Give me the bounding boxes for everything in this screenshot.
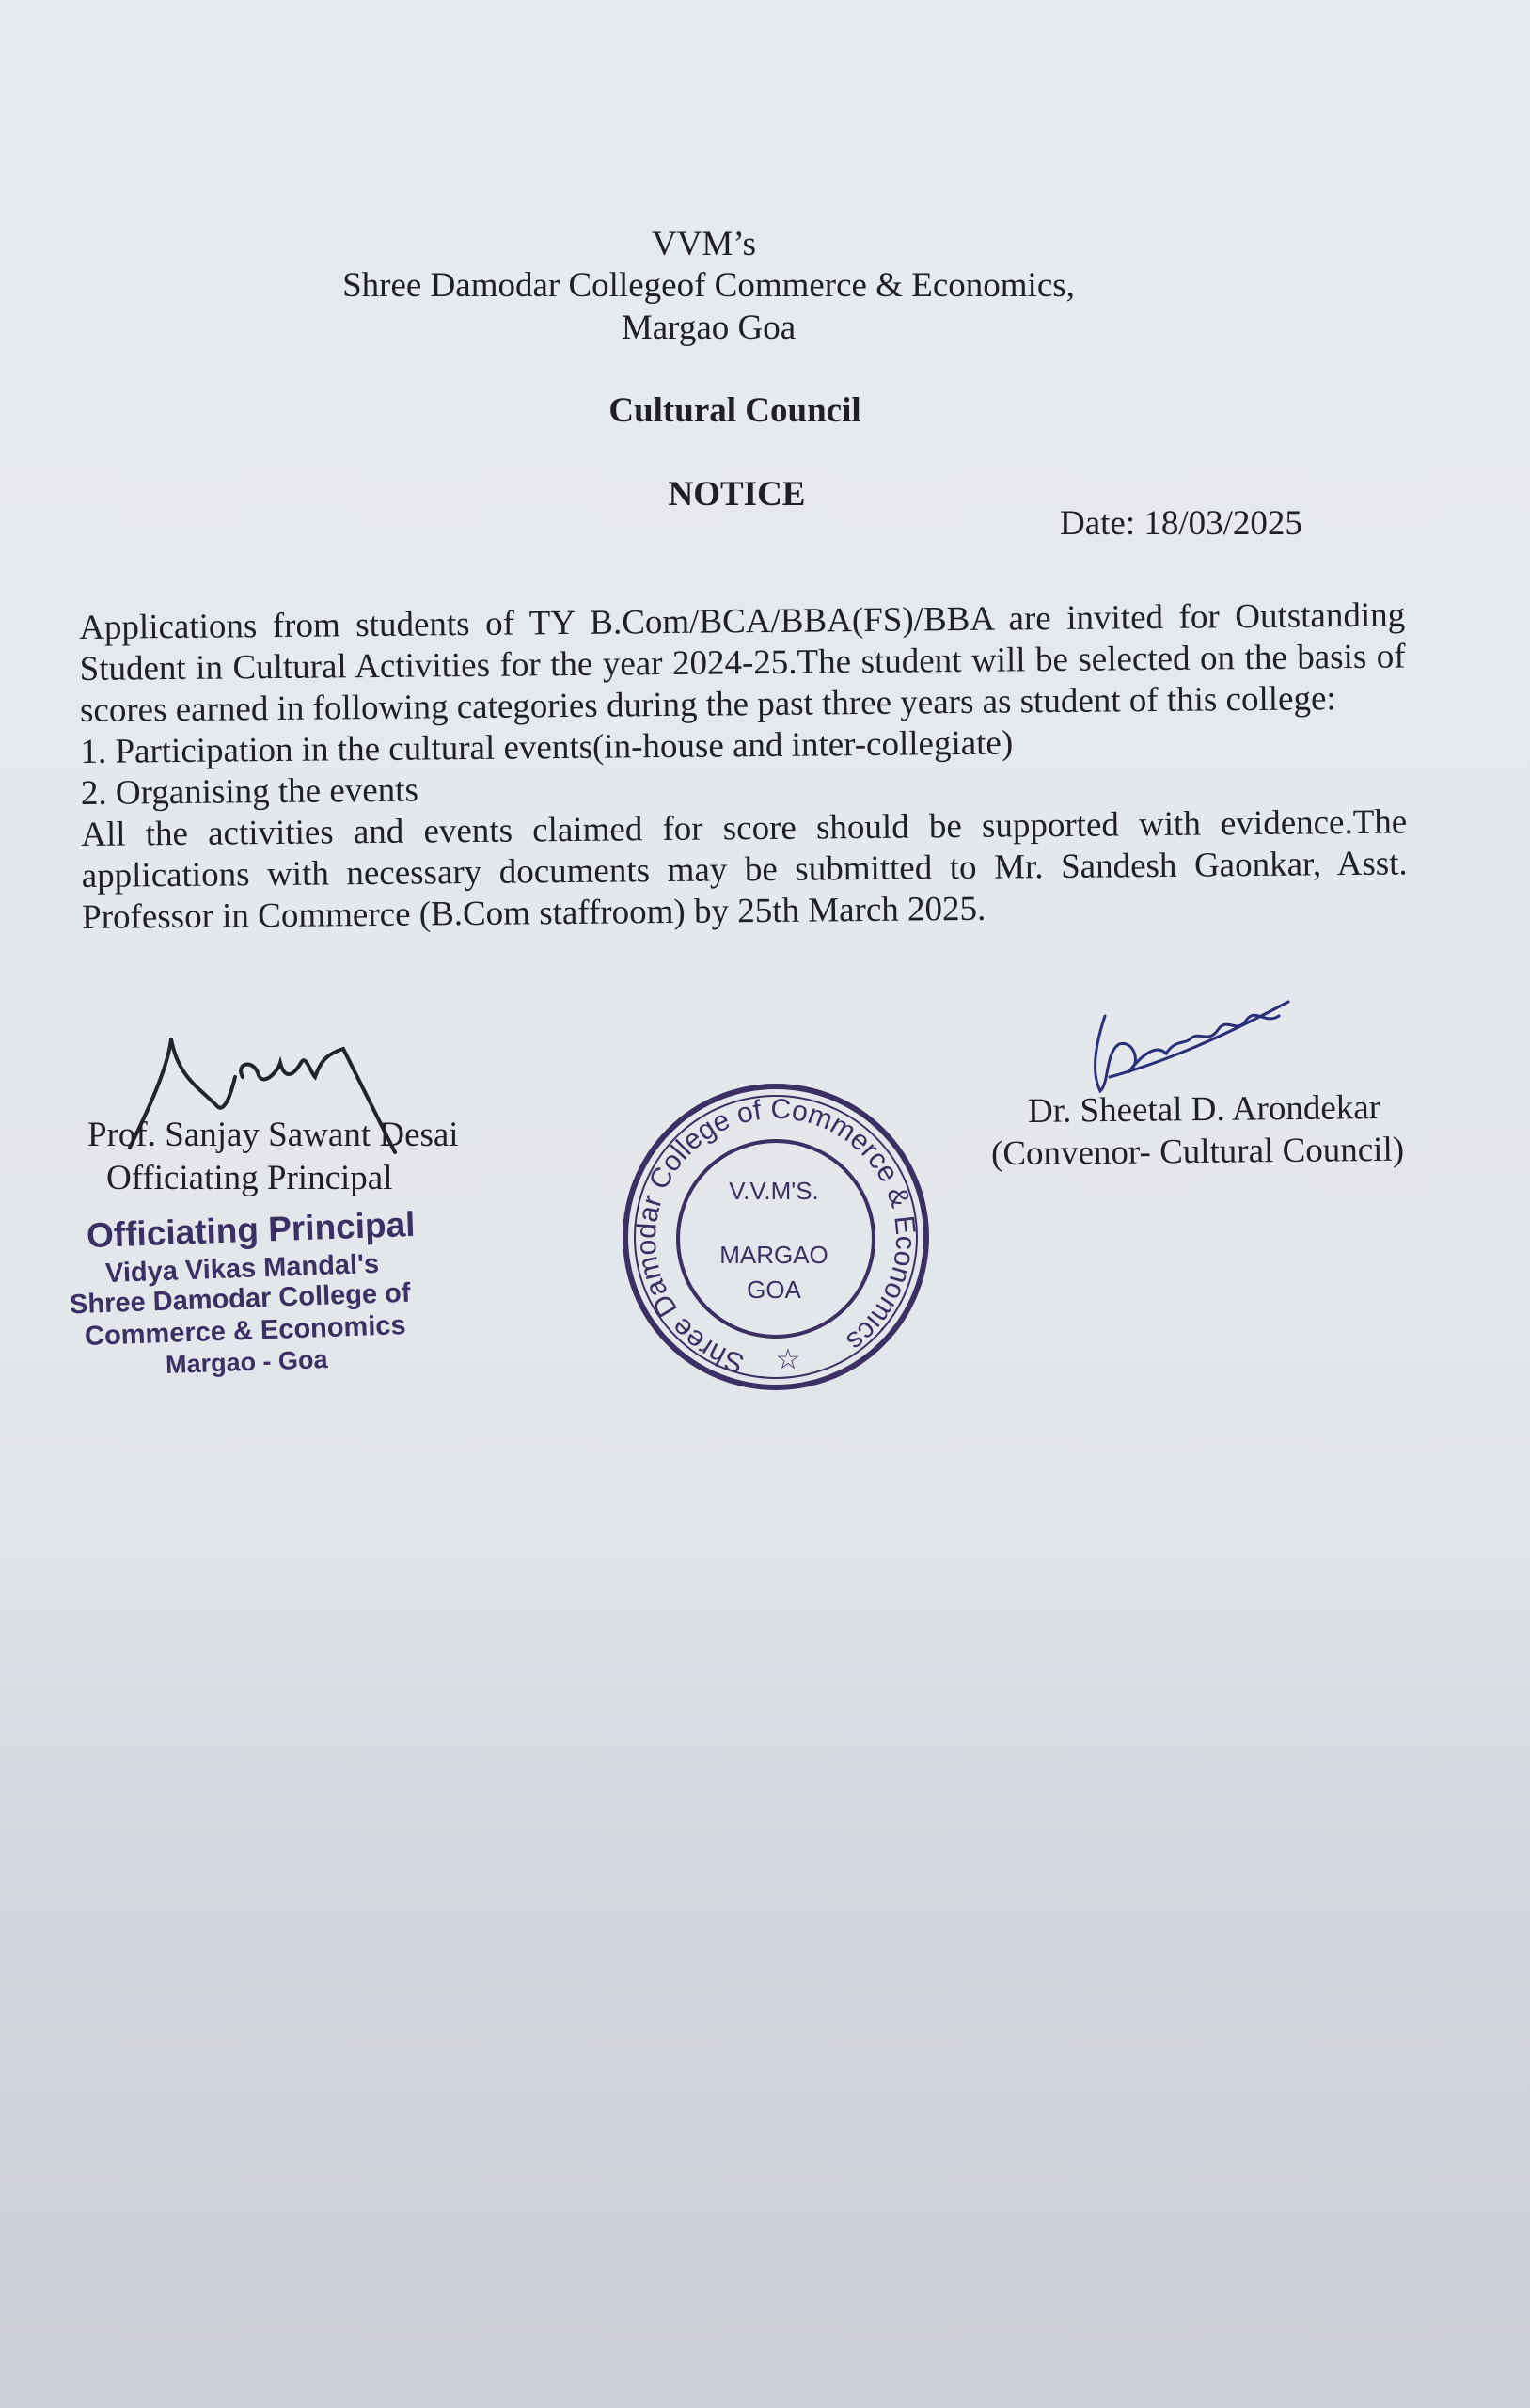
body-list-item-1: 1. Participation in the cultural events(in-house and inter-collegiate) [80,723,1014,771]
header-college-name: Shree Damodar Collegeof Commerce & Economics, [342,266,1075,305]
seal-center-line-3: GOA [747,1275,801,1304]
body-paragraph-2: All the activities and events claimed for score should be supported with evidence.The applications with necessary documents may be submitted to Mr. Sandesh Gaonkar, Asst. Professor in Commerce (B.Com staffroom) by 25th March 2025. [81,802,1408,937]
notice-body [79,594,1408,939]
seal-center-line-1: V.V.M'S. [729,1177,819,1205]
stamp-line-2: Vidya Vikas Mandal's [104,1248,380,1290]
right-signatory-name: Dr. Sheetal D. Arondekar [1027,1088,1381,1131]
body-list-item-2: 2. Organising the events [80,770,419,813]
notice-date: Date: 18/03/2025 [1060,504,1302,543]
header-location: Margao Goa [621,309,797,347]
stamp-line-4: Commerce & Economics [84,1310,407,1352]
right-signatory-title: (Convenor- Cultural Council) [990,1130,1405,1174]
right-signature [1077,988,1302,1101]
seal-center-line-2: MARGAO [719,1241,828,1269]
council-heading: Cultural Council [608,391,861,430]
college-seal [621,1077,931,1397]
stamp-line-5: Margao - Goa [165,1344,328,1380]
left-signatory-title: Officiating Principal [106,1159,393,1197]
stamp-line-1: Officiating Principal [86,1204,417,1256]
paper-shadow [0,1543,1530,2408]
seal-ring-text: Shree Damodar College of Commerce & Economics [630,1093,922,1379]
body-paragraph-1: Applications from students of TY B.Com/BCA/BBA(FS)/BBA are invited for Outstanding Student in Cultural Activities for the year 2024-25.The student will be selected on the basis of scores earned in following categories during the past three years as student of this college: [79,595,1406,730]
seal-star-icon: ☆ [775,1343,801,1376]
left-signatory-name: Prof. Sanjay Sawant Desai [87,1116,459,1154]
notice-title: NOTICE [668,475,806,514]
stamp-line-3: Shree Damodar College of [69,1277,412,1321]
header-org: VVM’s [651,225,757,263]
